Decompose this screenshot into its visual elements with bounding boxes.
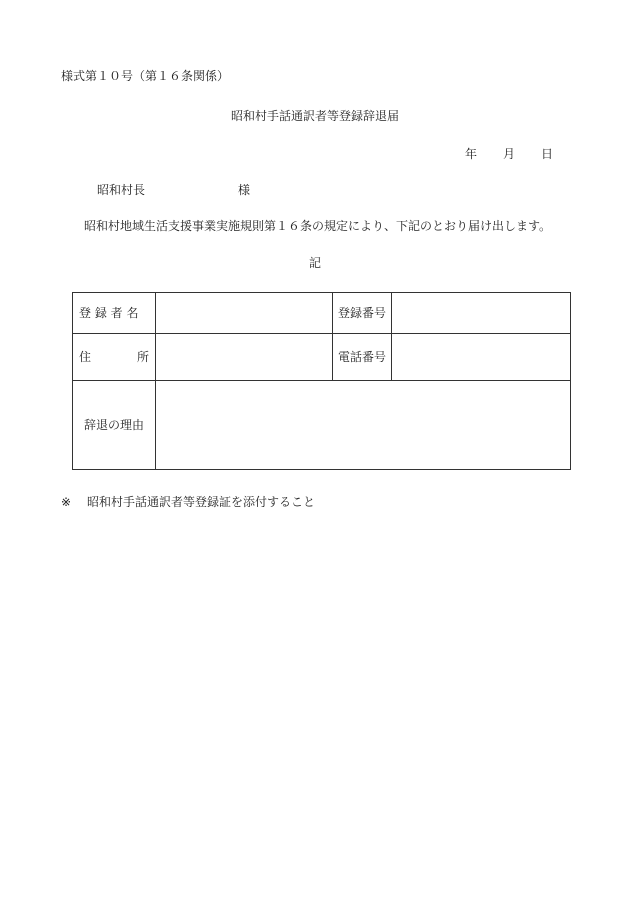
reason-label: 辞退の理由 (73, 381, 156, 470)
intro-text: 昭和村地域生活支援事業実施規則第１６条の規定により、下記のとおり届け出します。 (84, 219, 552, 233)
addressee-honorific: 様 (238, 183, 251, 197)
addressee (97, 184, 250, 196)
reason-field[interactable] (156, 381, 571, 470)
date-year-label: 年 (465, 147, 478, 161)
note-mark: ※ (61, 495, 72, 509)
registration-form-table (72, 292, 571, 470)
note-text: 昭和村手話通訳者等登録証を添付すること (87, 495, 316, 509)
ki-heading: 記 (308, 256, 321, 270)
address-label (73, 334, 156, 381)
phone-label: 電話番号 (333, 334, 392, 381)
table-row (73, 334, 571, 381)
form-number: 様式第１０号（第１６条関係） (61, 69, 230, 83)
document-title: 昭和村手話通訳者等登録辞退届 (230, 109, 399, 123)
date-line (465, 148, 553, 160)
registration-number-field[interactable] (392, 293, 571, 334)
registration-number-label: 登録番号 (333, 293, 392, 334)
address-field[interactable] (156, 334, 333, 381)
address-label-part-2: 所 (136, 350, 149, 364)
table-row (73, 293, 571, 334)
date-month-label: 月 (503, 147, 516, 161)
registrant-name-field[interactable] (156, 293, 333, 334)
address-label-part-1: 住 (79, 350, 92, 364)
table-row (73, 381, 571, 470)
phone-field[interactable] (392, 334, 571, 381)
date-day-label: 日 (541, 147, 554, 161)
addressee-name: 昭和村長 (97, 183, 146, 197)
attachment-note (61, 496, 315, 508)
registrant-name-label: 登 録 者 名 (73, 293, 156, 334)
